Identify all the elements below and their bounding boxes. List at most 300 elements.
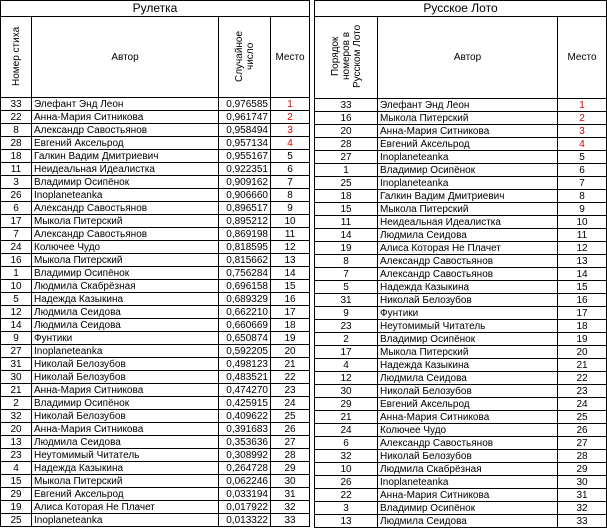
cell-place: 13 <box>558 255 607 268</box>
cell-place: 18 <box>558 320 607 333</box>
table-row <box>1 241 310 254</box>
cell-place: 9 <box>558 203 607 216</box>
cell-poem-number: 22 <box>1 111 32 124</box>
cell-random-number: 0,391683 <box>219 423 271 436</box>
cell-author: Александр Савостьянов <box>378 255 558 268</box>
cell-place: 11 <box>558 229 607 242</box>
table-row <box>315 177 607 190</box>
header-author: Автор <box>32 17 219 98</box>
cell-poem-number: 29 <box>1 488 32 501</box>
table-row <box>315 372 607 385</box>
header-place: Место <box>558 17 607 99</box>
cell-place: 6 <box>558 164 607 177</box>
cell-random-number: 0,062246 <box>219 475 271 488</box>
cell-random-number: 0,958494 <box>219 124 271 137</box>
cell-lotto-order: 3 <box>315 502 378 515</box>
cell-place: 15 <box>271 280 310 293</box>
cell-author: Людмила Сеидова <box>378 372 558 385</box>
cell-lotto-order: 33 <box>315 99 378 112</box>
cell-lotto-order: 17 <box>315 346 378 359</box>
table-row <box>1 501 310 514</box>
cell-poem-number: 27 <box>1 345 32 358</box>
table-row <box>315 489 607 502</box>
cell-author: Людмила Скабрёзная <box>378 463 558 476</box>
cell-poem-number: 3 <box>1 176 32 189</box>
cell-lotto-order: 25 <box>315 177 378 190</box>
cell-random-number: 0,264728 <box>219 462 271 475</box>
cell-author: Неидеальная Идеалистка <box>378 216 558 229</box>
table-row <box>1 280 310 293</box>
cell-random-number: 0,483521 <box>219 371 271 384</box>
cell-lotto-order: 1 <box>315 164 378 177</box>
cell-place: 9 <box>271 202 310 215</box>
cell-poem-number: 26 <box>1 189 32 202</box>
cell-place: 21 <box>271 358 310 371</box>
cell-random-number: 0,696158 <box>219 280 271 293</box>
cell-lotto-order: 28 <box>315 138 378 151</box>
cell-lotto-order: 16 <box>315 112 378 125</box>
cell-author: Николай Белозубов <box>32 358 219 371</box>
cell-place: 1 <box>558 99 607 112</box>
header-poem-number: Номер стиха <box>1 17 32 98</box>
cell-place: 26 <box>271 423 310 436</box>
cell-place: 20 <box>558 346 607 359</box>
cell-place: 24 <box>558 398 607 411</box>
cell-author: Неутомимый Читатель <box>32 449 219 462</box>
table-row <box>315 476 607 489</box>
cell-author: Мыкола Питерский <box>378 112 558 125</box>
cell-author: Анна-Мария Ситникова <box>32 384 219 397</box>
cell-lotto-order: 30 <box>315 385 378 398</box>
cell-poem-number: 2 <box>1 397 32 410</box>
cell-poem-number: 1 <box>1 267 32 280</box>
cell-random-number: 0,869198 <box>219 228 271 241</box>
cell-author: Фунтики <box>378 307 558 320</box>
table-row <box>1 98 310 111</box>
cell-poem-number: 19 <box>1 501 32 514</box>
cell-place: 12 <box>558 242 607 255</box>
cell-place: 8 <box>558 190 607 203</box>
cell-author: Мыкола Питерский <box>378 346 558 359</box>
lotto-table <box>314 0 607 528</box>
cell-place: 3 <box>271 124 310 137</box>
table-row <box>315 502 607 515</box>
table-row <box>1 462 310 475</box>
table-row <box>315 294 607 307</box>
cell-place: 24 <box>271 397 310 410</box>
cell-author: Inoplaneteanka <box>32 189 219 202</box>
cell-author: Александр Савостьянов <box>32 202 219 215</box>
cell-place: 23 <box>558 385 607 398</box>
table-row <box>1 475 310 488</box>
cell-lotto-order: 5 <box>315 281 378 294</box>
cell-author: Мыкола Питерский <box>32 215 219 228</box>
cell-poem-number: 24 <box>1 241 32 254</box>
cell-poem-number: 13 <box>1 436 32 449</box>
cell-poem-number: 18 <box>1 150 32 163</box>
cell-lotto-order: 14 <box>315 229 378 242</box>
cell-author: Владимир Осипёнок <box>32 267 219 280</box>
table-row <box>1 163 310 176</box>
roulette-title: Рулетка <box>1 1 310 17</box>
cell-poem-number: 11 <box>1 163 32 176</box>
cell-author: Александр Савостьянов <box>32 228 219 241</box>
cell-random-number: 0,976585 <box>219 98 271 111</box>
cell-author: Inoplaneteanka <box>378 151 558 164</box>
cell-poem-number: 14 <box>1 319 32 332</box>
cell-random-number: 0,498123 <box>219 358 271 371</box>
cell-random-number: 0,474270 <box>219 384 271 397</box>
table-row <box>315 99 607 112</box>
cell-place: 5 <box>558 151 607 164</box>
cell-random-number: 0,409622 <box>219 410 271 423</box>
cell-lotto-order: 13 <box>315 515 378 528</box>
cell-author: Inoplaneteanka <box>32 514 219 527</box>
cell-place: 32 <box>558 502 607 515</box>
cell-poem-number: 32 <box>1 410 32 423</box>
table-row <box>1 124 310 137</box>
cell-random-number: 0,957134 <box>219 137 271 150</box>
cell-author: Владимир Осипёнок <box>32 397 219 410</box>
cell-lotto-order: 20 <box>315 125 378 138</box>
cell-random-number: 0,662210 <box>219 306 271 319</box>
cell-place: 30 <box>558 476 607 489</box>
table-row <box>315 450 607 463</box>
table-row <box>1 332 310 345</box>
cell-author: Анна-Мария Ситникова <box>32 423 219 436</box>
table-row <box>315 333 607 346</box>
cell-place: 27 <box>271 436 310 449</box>
cell-poem-number: 8 <box>1 124 32 137</box>
cell-poem-number: 28 <box>1 137 32 150</box>
cell-author: Людмила Сеидова <box>378 515 558 528</box>
cell-random-number: 0,756284 <box>219 267 271 280</box>
cell-author: Евгений Аксельрод <box>378 138 558 151</box>
cell-author: Александр Савостьянов <box>378 437 558 450</box>
cell-random-number: 0,592205 <box>219 345 271 358</box>
cell-random-number: 0,818595 <box>219 241 271 254</box>
cell-lotto-order: 9 <box>315 307 378 320</box>
cell-author: Людмила Сеидова <box>32 306 219 319</box>
table-row <box>315 463 607 476</box>
cell-place: 29 <box>271 462 310 475</box>
table-row <box>1 137 310 150</box>
cell-place: 25 <box>558 411 607 424</box>
table-row <box>315 307 607 320</box>
cell-author: Николай Белозубов <box>378 385 558 398</box>
table-row <box>1 488 310 501</box>
cell-poem-number: 9 <box>1 332 32 345</box>
cell-place: 31 <box>558 489 607 502</box>
table-row <box>315 424 607 437</box>
cell-place: 19 <box>271 332 310 345</box>
table-row <box>1 514 310 527</box>
cell-place: 18 <box>271 319 310 332</box>
cell-random-number: 0,922351 <box>219 163 271 176</box>
cell-lotto-order: 7 <box>315 268 378 281</box>
table-row <box>1 449 310 462</box>
cell-author: Николай Белозубов <box>32 371 219 384</box>
cell-lotto-order: 26 <box>315 476 378 489</box>
cell-lotto-order: 10 <box>315 463 378 476</box>
cell-author: Владимир Осипёнок <box>32 176 219 189</box>
table-row <box>1 423 310 436</box>
cell-place: 2 <box>271 111 310 124</box>
cell-author: Галкин Вадим Дмитриевич <box>32 150 219 163</box>
cell-place: 28 <box>558 450 607 463</box>
cell-random-number: 0,895212 <box>219 215 271 228</box>
cell-place: 15 <box>558 281 607 294</box>
table-row <box>315 437 607 450</box>
cell-author: Людмила Сеидова <box>32 319 219 332</box>
cell-place: 7 <box>271 176 310 189</box>
cell-place: 10 <box>271 215 310 228</box>
cell-random-number: 0,353636 <box>219 436 271 449</box>
table-row <box>315 398 607 411</box>
cell-author: Алиса Которая Не Плачет <box>378 242 558 255</box>
cell-random-number: 0,308992 <box>219 449 271 462</box>
cell-lotto-order: 29 <box>315 398 378 411</box>
table-row <box>1 215 310 228</box>
cell-author: Неидеальная Идеалистка <box>32 163 219 176</box>
cell-poem-number: 16 <box>1 254 32 267</box>
table-row <box>315 281 607 294</box>
cell-author: Анна-Мария Ситникова <box>378 411 558 424</box>
cell-lotto-order: 21 <box>315 411 378 424</box>
cell-place: 2 <box>558 112 607 125</box>
cell-author: Алиса Которая Не Плачет <box>32 501 219 514</box>
cell-lotto-order: 31 <box>315 294 378 307</box>
cell-lotto-order: 22 <box>315 489 378 502</box>
cell-random-number: 0,660669 <box>219 319 271 332</box>
cell-lotto-order: 6 <box>315 437 378 450</box>
cell-poem-number: 4 <box>1 462 32 475</box>
cell-place: 17 <box>271 306 310 319</box>
cell-random-number: 0,906660 <box>219 189 271 202</box>
cell-author: Николай Белозубов <box>32 410 219 423</box>
table-row <box>1 397 310 410</box>
table-row <box>1 150 310 163</box>
cell-author: Мыкола Питерский <box>32 475 219 488</box>
cell-place: 4 <box>271 137 310 150</box>
cell-place: 3 <box>558 125 607 138</box>
cell-author: Анна-Мария Ситникова <box>378 489 558 502</box>
cell-place: 10 <box>558 216 607 229</box>
cell-place: 4 <box>558 138 607 151</box>
cell-poem-number: 12 <box>1 306 32 319</box>
table-row <box>315 138 607 151</box>
cell-author: Мыкола Питерский <box>378 203 558 216</box>
cell-random-number: 0,896517 <box>219 202 271 215</box>
cell-lotto-order: 23 <box>315 320 378 333</box>
table-row <box>315 515 607 528</box>
table-row <box>1 267 310 280</box>
table-row <box>315 268 607 281</box>
cell-random-number: 0,955167 <box>219 150 271 163</box>
cell-place: 1 <box>271 98 310 111</box>
cell-lotto-order: 32 <box>315 450 378 463</box>
table-row <box>315 229 607 242</box>
cell-poem-number: 21 <box>1 384 32 397</box>
cell-poem-number: 5 <box>1 293 32 306</box>
cell-random-number: 0,017922 <box>219 501 271 514</box>
cell-author: Неутомимый Читатель <box>378 320 558 333</box>
cell-place: 13 <box>271 254 310 267</box>
cell-lotto-order: 27 <box>315 151 378 164</box>
cell-poem-number: 25 <box>1 514 32 527</box>
cell-author: Александр Савостьянов <box>378 268 558 281</box>
table-row <box>1 176 310 189</box>
cell-author: Евгений Аксельрод <box>32 137 219 150</box>
cell-place: 7 <box>558 177 607 190</box>
cell-place: 11 <box>271 228 310 241</box>
cell-author: Владимир Осипёнок <box>378 164 558 177</box>
table-row <box>1 306 310 319</box>
cell-place: 14 <box>271 267 310 280</box>
table-row <box>1 293 310 306</box>
table-row <box>315 151 607 164</box>
table-row <box>1 410 310 423</box>
cell-lotto-order: 11 <box>315 216 378 229</box>
table-row <box>315 359 607 372</box>
cell-author: Элефант Энд Леон <box>32 98 219 111</box>
cell-author: Евгений Аксельрод <box>32 488 219 501</box>
table-row <box>315 164 607 177</box>
cell-author: Людмила Сеидова <box>32 436 219 449</box>
cell-lotto-order: 12 <box>315 372 378 385</box>
cell-random-number: 0,815662 <box>219 254 271 267</box>
cell-poem-number: 6 <box>1 202 32 215</box>
cell-author: Колючее Чудо <box>378 424 558 437</box>
cell-lotto-order: 8 <box>315 255 378 268</box>
table-row <box>315 385 607 398</box>
cell-place: 12 <box>271 241 310 254</box>
cell-lotto-order: 18 <box>315 190 378 203</box>
cell-poem-number: 30 <box>1 371 32 384</box>
cell-place: 27 <box>558 437 607 450</box>
cell-place: 25 <box>271 410 310 423</box>
cell-author: Николай Белозубов <box>378 450 558 463</box>
cell-author: Inoplaneteanka <box>378 177 558 190</box>
table-row <box>1 371 310 384</box>
table-row <box>315 346 607 359</box>
cell-author: Людмила Скабрёзная <box>32 280 219 293</box>
cell-author: Надежда Казыкина <box>378 359 558 372</box>
cell-lotto-order: 2 <box>315 333 378 346</box>
cell-place: 29 <box>558 463 607 476</box>
cell-author: Александр Савостьянов <box>32 124 219 137</box>
cell-author: Людмила Сеидова <box>378 229 558 242</box>
table-row <box>315 242 607 255</box>
cell-author: Галкин Вадим Дмитриевич <box>378 190 558 203</box>
table-row <box>1 319 310 332</box>
cell-place: 20 <box>271 345 310 358</box>
cell-place: 5 <box>271 150 310 163</box>
cell-place: 6 <box>271 163 310 176</box>
cell-place: 28 <box>271 449 310 462</box>
table-row <box>1 228 310 241</box>
cell-author: Анна-Мария Ситникова <box>32 111 219 124</box>
cell-author: Фунтики <box>32 332 219 345</box>
table-row <box>1 384 310 397</box>
cell-random-number: 0,909162 <box>219 176 271 189</box>
table-row <box>1 345 310 358</box>
header-lotto-order: Порядок номеров в Русском Лото <box>315 17 378 99</box>
cell-place: 21 <box>558 359 607 372</box>
header-place: Место <box>271 17 310 98</box>
cell-author: Элефант Энд Леон <box>378 99 558 112</box>
table-row <box>1 436 310 449</box>
cell-lotto-order: 24 <box>315 424 378 437</box>
table-row <box>1 358 310 371</box>
table-row <box>315 320 607 333</box>
cell-author: Надежда Казыкина <box>32 462 219 475</box>
cell-place: 30 <box>271 475 310 488</box>
cell-place: 17 <box>558 307 607 320</box>
cell-random-number: 0,033194 <box>219 488 271 501</box>
cell-place: 31 <box>271 488 310 501</box>
table-row <box>315 411 607 424</box>
cell-poem-number: 7 <box>1 228 32 241</box>
cell-author: Евгений Аксельрод <box>378 398 558 411</box>
cell-place: 32 <box>271 501 310 514</box>
cell-author: Inoplaneteanka <box>32 345 219 358</box>
table-row <box>315 255 607 268</box>
cell-lotto-order: 19 <box>315 242 378 255</box>
cell-place: 26 <box>558 424 607 437</box>
cell-poem-number: 33 <box>1 98 32 111</box>
cell-author: Надежда Казыкина <box>32 293 219 306</box>
cell-place: 19 <box>558 333 607 346</box>
cell-author: Inoplaneteanka <box>378 476 558 489</box>
cell-author: Надежда Казыкина <box>378 281 558 294</box>
cell-place: 22 <box>558 372 607 385</box>
table-row <box>315 112 607 125</box>
cell-author: Николай Белозубов <box>378 294 558 307</box>
cell-place: 14 <box>558 268 607 281</box>
cell-poem-number: 10 <box>1 280 32 293</box>
cell-author: Анна-Мария Ситникова <box>378 125 558 138</box>
cell-author: Колючее Чудо <box>32 241 219 254</box>
cell-random-number: 0,650874 <box>219 332 271 345</box>
cell-random-number: 0,689329 <box>219 293 271 306</box>
lotto-title: Русское Лото <box>315 1 607 17</box>
table-row <box>1 111 310 124</box>
cell-place: 16 <box>271 293 310 306</box>
cell-place: 8 <box>271 189 310 202</box>
table-row <box>315 125 607 138</box>
cell-lotto-order: 15 <box>315 203 378 216</box>
table-row <box>315 203 607 216</box>
header-author: Автор <box>378 17 558 99</box>
cell-poem-number: 23 <box>1 449 32 462</box>
table-row <box>1 189 310 202</box>
cell-random-number: 0,013322 <box>219 514 271 527</box>
header-random-number: Случайное число <box>219 17 271 98</box>
table-row <box>1 202 310 215</box>
cell-random-number: 0,425915 <box>219 397 271 410</box>
table-row <box>315 216 607 229</box>
cell-place: 16 <box>558 294 607 307</box>
cell-author: Владимир Осипёнок <box>378 333 558 346</box>
table-row <box>1 254 310 267</box>
cell-author: Владимир Осипёнок <box>378 502 558 515</box>
cell-place: 33 <box>558 515 607 528</box>
cell-place: 22 <box>271 371 310 384</box>
cell-poem-number: 15 <box>1 475 32 488</box>
cell-place: 33 <box>271 514 310 527</box>
cell-random-number: 0,961747 <box>219 111 271 124</box>
